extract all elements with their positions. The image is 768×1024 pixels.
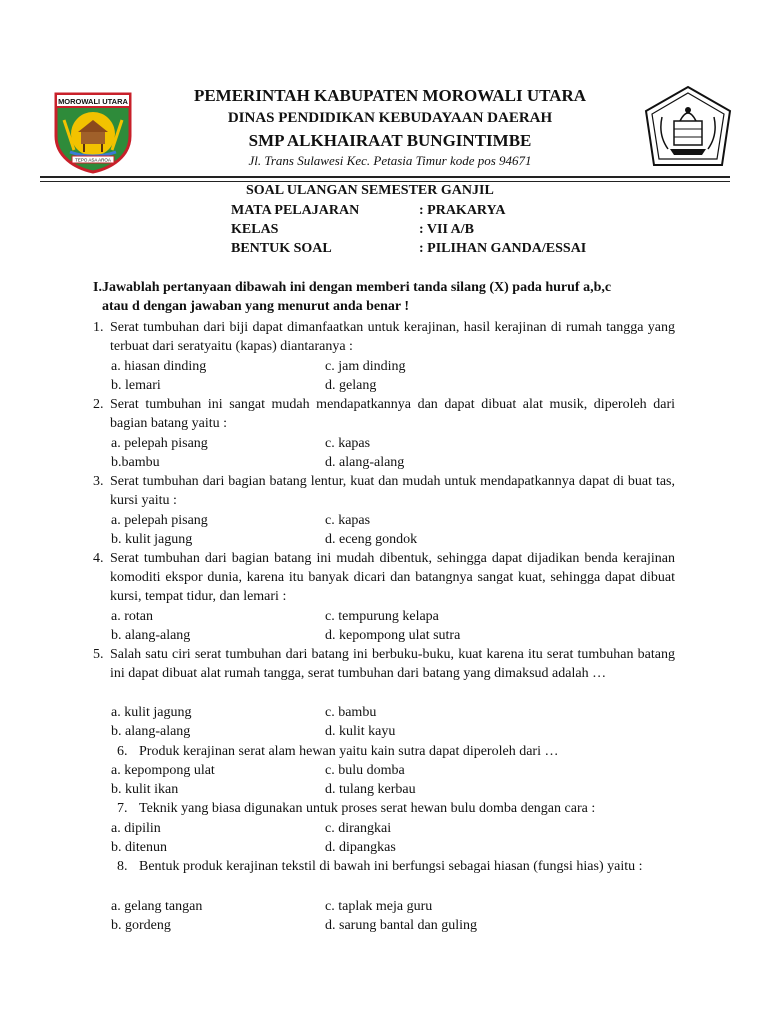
option-c[interactable]: c. bambu xyxy=(325,705,377,720)
option-d[interactable]: d. gelang xyxy=(325,378,377,393)
question-number: 3. xyxy=(93,474,104,489)
header-address: Jl. Trans Sulawesi Kec. Petasia Timur kode pos 94671 xyxy=(248,153,532,168)
question-item xyxy=(93,318,675,356)
option-a[interactable]: a. kepompong ulat xyxy=(111,763,215,778)
option-a[interactable]: a. gelang tangan xyxy=(111,899,203,914)
option-a[interactable]: a. hiasan dinding xyxy=(111,359,207,374)
option-c[interactable]: c. kapas xyxy=(325,513,371,528)
exam-title: SOAL ULANGAN SEMESTER GANJIL xyxy=(246,183,494,198)
question-item xyxy=(117,857,675,876)
option-d[interactable]: d. eceng gondok xyxy=(325,532,418,547)
question-item xyxy=(93,645,675,683)
exam-row-label: BENTUK SOAL xyxy=(231,241,332,256)
logo-text: MOROWALI UTARA xyxy=(58,97,128,106)
question-number: 4. xyxy=(93,551,104,566)
option-b[interactable]: b. ditenun xyxy=(111,840,167,855)
option-a[interactable]: a. kulit jagung xyxy=(111,705,192,720)
question-item xyxy=(93,472,675,510)
option-a[interactable]: a. dipilin xyxy=(111,821,161,836)
question-item xyxy=(93,549,675,606)
option-d[interactable]: d. kepompong ulat sutra xyxy=(325,628,461,643)
exam-row-value: : VII A/B xyxy=(419,222,474,237)
question-text: Salah satu ciri serat tumbuhan dari batang ini berbuku-buku, kuat karena itu serat tumbuhan batang ini dapat dibuat alat rumah tangga, serat tumbuhan dari batang yang dimaksud adalah … xyxy=(110,647,675,681)
exam-row-label: MATA PELAJARAN xyxy=(231,203,360,218)
question-item xyxy=(93,395,675,433)
option-d[interactable]: d. kulit kayu xyxy=(325,724,396,739)
logo-motto: TEPO ASA AROA xyxy=(75,157,111,163)
question-number: 1. xyxy=(93,320,104,335)
question-number: 7. xyxy=(117,801,128,816)
header-divider-thin xyxy=(40,181,730,182)
exam-row-value: : PRAKARYA xyxy=(419,203,506,218)
question-number: 2. xyxy=(93,397,104,412)
option-c[interactable]: c. dirangkai xyxy=(325,821,392,836)
option-d[interactable]: d. alang-alang xyxy=(325,455,405,470)
option-b[interactable]: b. kulit ikan xyxy=(111,782,179,797)
option-c[interactable]: c. tempurung kelapa xyxy=(325,609,439,624)
question-item xyxy=(117,742,675,761)
option-b[interactable]: b. alang-alang xyxy=(111,628,191,643)
question-text: Produk kerajinan serat alam hewan yaitu kain sutra dapat diperoleh dari … xyxy=(139,744,559,759)
option-b[interactable]: b.bambu xyxy=(111,455,160,470)
morowali-utara-logo xyxy=(50,90,136,174)
option-a[interactable]: a. pelepah pisang xyxy=(111,436,208,451)
option-c[interactable]: c. bulu domba xyxy=(325,763,405,778)
question-number: 6. xyxy=(117,744,128,759)
option-b[interactable]: b. kulit jagung xyxy=(111,532,193,547)
option-d[interactable]: d. dipangkas xyxy=(325,840,396,855)
header-divider-thick xyxy=(40,176,730,178)
question-text: Bentuk produk kerajinan tekstil di bawah ini berfungsi sebagai hiasan (fungsi hias) yaitu : xyxy=(139,859,643,874)
question-number: 5. xyxy=(93,647,104,662)
option-c[interactable]: c. kapas xyxy=(325,436,371,451)
header-department: DINAS PENDIDIKAN KEBUDAYAAN DAERAH xyxy=(227,110,553,126)
header-school: SMP ALKHAIRAAT BUNGINTIMBE xyxy=(248,131,532,150)
option-c[interactable]: c. taplak meja guru xyxy=(325,899,433,914)
header-government: PEMERINTAH KABUPATEN MOROWALI UTARA xyxy=(193,86,587,105)
question-text: Serat tumbuhan dari bagian batang lentur, kuat dan mudah untuk mendapatkannya dapat di buat tas, kursi yaitu : xyxy=(110,474,675,508)
exam-row-value: : PILIHAN GANDA/ESSAI xyxy=(419,241,587,256)
instruction-line2: atau d dengan jawaban yang menurut anda benar ! xyxy=(102,299,410,314)
instruction-line1: I.Jawablah pertanyaan dibawah ini dengan memberi tanda silang (X) pada huruf a,b,c xyxy=(93,280,612,295)
option-b[interactable]: b. alang-alang xyxy=(111,724,191,739)
question-text: Serat tumbuhan dari biji dapat dimanfaatkan untuk kerajinan, hasil kerajinan di rumah tangga yang terbuat dari seratyaitu (kapas) diantaranya : xyxy=(110,320,675,354)
option-a[interactable]: a. rotan xyxy=(111,609,153,624)
option-c[interactable]: c. jam dinding xyxy=(325,359,406,374)
question-number: 8. xyxy=(117,859,128,874)
school-emblem xyxy=(640,83,736,173)
question-item xyxy=(117,799,675,818)
question-text: Serat tumbuhan dari bagian batang ini mudah dibentuk, sehingga dapat dijadikan benda kerajinan komoditi ekspor dunia, karena itu banyak dicari dan batangnya sangat kuat, sehingga dapat dibuat kursi, tempat tidur, dan lemari : xyxy=(110,551,675,604)
option-d[interactable]: d. sarung bantal dan guling xyxy=(325,918,478,933)
option-a[interactable]: a. pelepah pisang xyxy=(111,513,208,528)
question-text: Teknik yang biasa digunakan untuk proses serat hewan bulu domba dengan cara : xyxy=(139,801,596,816)
option-b[interactable]: b. gordeng xyxy=(111,918,171,933)
option-d[interactable]: d. tulang kerbau xyxy=(325,782,416,797)
exam-row-label: KELAS xyxy=(231,222,279,237)
option-b[interactable]: b. lemari xyxy=(111,378,161,393)
question-text: Serat tumbuhan ini sangat mudah mendapatkannya dan dapat dibuat alat musik, diperoleh dari bagian batang yaitu : xyxy=(110,397,675,431)
